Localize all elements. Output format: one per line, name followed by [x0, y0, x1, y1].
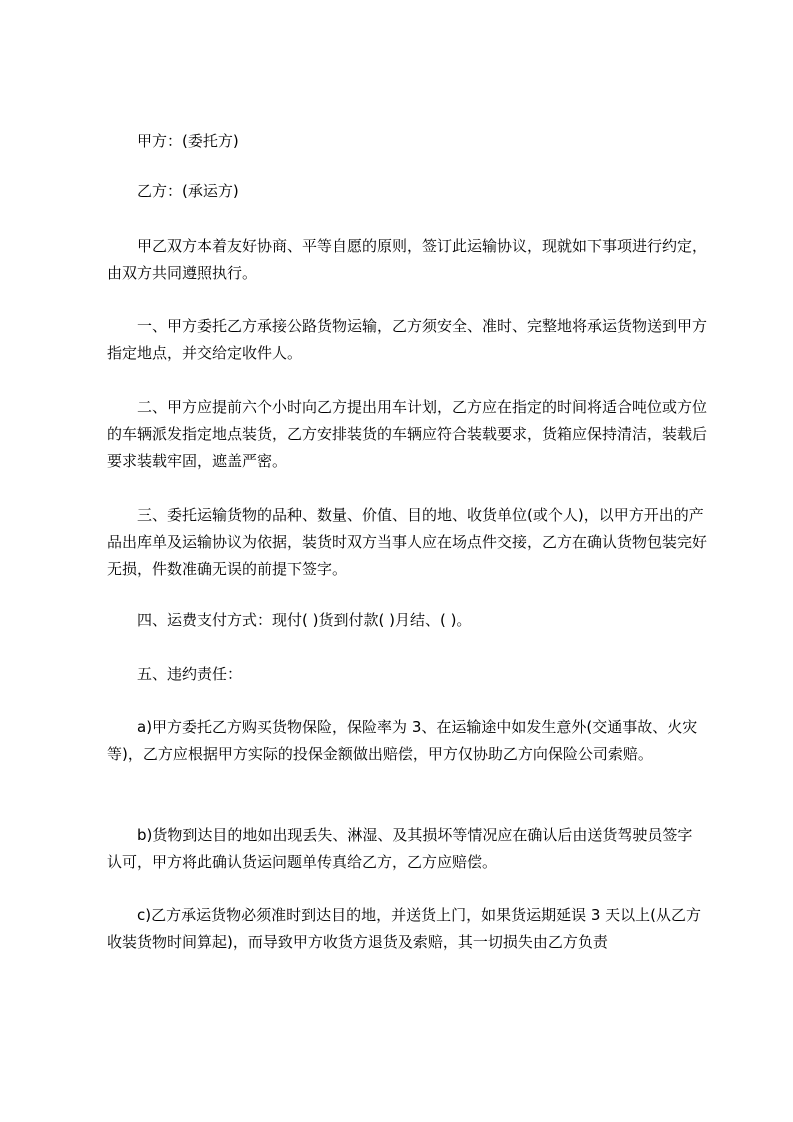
- clause-5b: b)货物到达目的地如出现丢失、淋湿、及其损坏等情况应在确认后由送货驾驶员签字认可，甲方将此确认货运问题单传真给乙方，乙方应赔偿。: [107, 826, 693, 871]
- intro-paragraph: 甲乙双方本着友好协商、平等自愿的原则，签订此运输协议，现就如下事项进行约定，由双方共同遵照执行。: [107, 237, 708, 282]
- clause-5-heading: 五、违约责任：: [137, 665, 243, 683]
- clause-1: 一、甲方委托乙方承接公路货物运输，乙方须安全、准时、完整地将承运货物送到甲方指定地点，并交给定收件人。: [107, 317, 708, 362]
- party-b-line: 乙方：(承运方): [137, 182, 239, 200]
- clause-3: 三、委托运输货物的品种、数量、价值、目的地、收货单位(或个人)，以甲方开出的产品出库单及运输协议为依据，装货时双方当事人应在场点件交接，乙方在确认货物包装完好无损，件数准确无误的前提下签字。: [107, 506, 708, 578]
- clause-5c: c)乙方承运货物必须准时到达目的地，并送货上门，如果货运期延误 3 天以上(从乙方收装货物时间算起)，而导致甲方收货方退货及索赔，其一切损失由乙方负责: [107, 906, 702, 951]
- clause-5a: a)甲方委托乙方购买货物保险，保险率为 3、在运输途中如发生意外(交通事故、火灾等)，乙方应根据甲方实际的投保金额做出赔偿，甲方仅协助乙方向保险公司索赔。: [107, 718, 698, 763]
- clause-4: 四、运费支付方式：现付( )货到付款( )月结、( )。: [137, 611, 472, 629]
- party-a-line: 甲方：(委托方): [137, 132, 239, 150]
- clause-2: 二、甲方应提前六个小时向乙方提出用车计划，乙方应在指定的时间将适合吨位或方位的车辆派发指定地点装货，乙方安排装货的车辆应符合装载要求，货箱应保持清洁，装载后要求装载牢固，遮盖严密。: [107, 398, 708, 470]
